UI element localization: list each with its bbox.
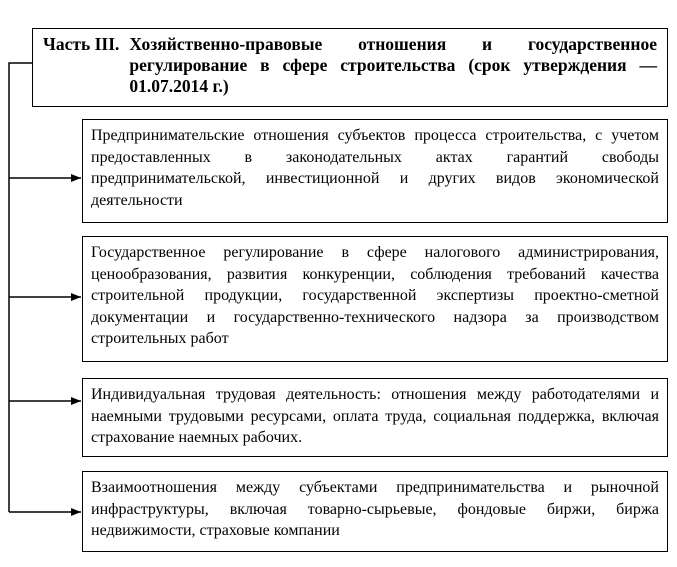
item-box-1 bbox=[82, 119, 668, 223]
header-connector bbox=[9, 63, 32, 512]
item-text: Предпринимательские отношения субъектов процесса строительства, с учетом предоставленных в законодательных актах гарантий свободы предпринимательской, инвестиционной и других видов экономической деятельности bbox=[91, 127, 659, 209]
part-label: Часть III. bbox=[43, 34, 120, 54]
part-header-box bbox=[32, 28, 668, 107]
item-box-3 bbox=[82, 378, 668, 457]
part-title: Хозяйственно-правовые отношения и государственное регулирование в сфере строительства (срок утверждения — 01.07.2014 г.) bbox=[129, 34, 657, 96]
item-text: Взаимоотношения между субъектами предпринимательства и рыночной инфраструктуры, включая товарно-сырьевые, фондовые биржи, биржа недвижимости, страховые компании bbox=[91, 479, 659, 539]
item-text: Индивидуальная трудовая деятельность: отношения между работодателями и наемными трудовыми ресурсами, оплата труда, социальная поддержка, включая страхование наемных рабочих. bbox=[91, 386, 659, 446]
item-box-2 bbox=[82, 236, 668, 362]
item-text: Государственное регулирование в сфере налогового администрирования, ценообразования, развития конкуренции, соблюдения требований качества строительной продукции, государственной экспертизы проектно-сметной документации и государственно-технического надзора за производством строительных работ bbox=[91, 244, 659, 347]
item-box-4 bbox=[82, 471, 668, 552]
